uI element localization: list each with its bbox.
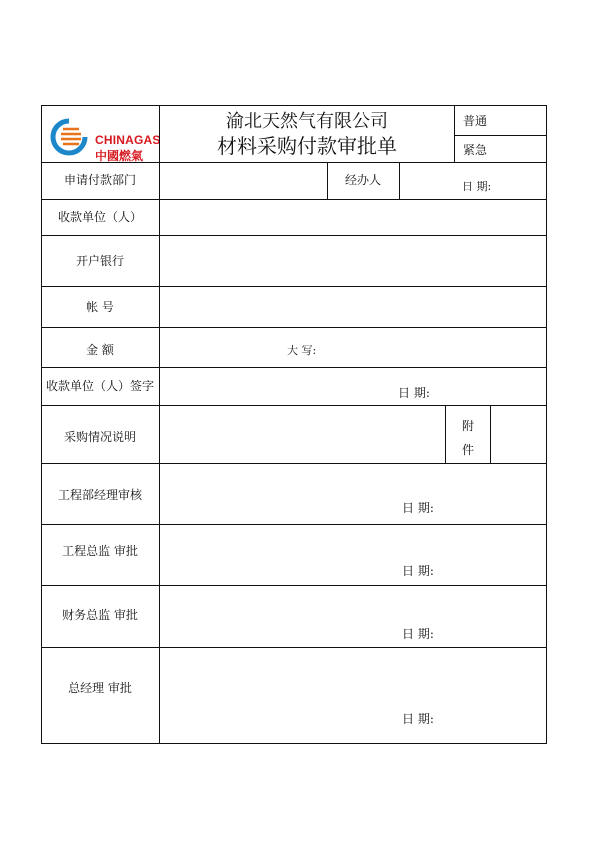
- logo-brand-en: CHINAGAS: [95, 133, 161, 147]
- handler-label: 经办人: [344, 173, 382, 187]
- gm-date-label: 日 期:: [402, 712, 434, 726]
- logo-brand-zh: 中國燃氣: [95, 149, 144, 163]
- gm-label: 总经理 审批: [68, 681, 132, 695]
- fin-director-field[interactable]: [160, 586, 546, 646]
- eng-manager-date-label: 日 期:: [402, 501, 434, 515]
- eng-manager-field[interactable]: [160, 464, 546, 523]
- china-gas-logo-icon: [49, 117, 89, 157]
- dept-row-divider: [327, 162, 328, 199]
- attachment-label-2: 件: [461, 443, 475, 457]
- attachment-divider: [445, 405, 446, 463]
- attachment-label-1: 附: [461, 419, 475, 433]
- handler-date-label: 日 期:: [462, 180, 492, 193]
- gm-field[interactable]: [160, 648, 546, 743]
- fin-director-date-label: 日 期:: [402, 627, 434, 641]
- attachment-field[interactable]: [491, 406, 546, 462]
- eng-director-label: 工程总监 审批: [62, 544, 138, 558]
- form-title: 材料采购付款审批单: [217, 134, 397, 158]
- eng-manager-label: 工程部经理审核: [57, 488, 143, 502]
- bank-label: 开户银行: [75, 254, 125, 268]
- account-field[interactable]: [160, 287, 546, 326]
- priority-normal-label: 普通: [463, 114, 488, 128]
- account-label: 帐 号: [86, 300, 114, 314]
- purchase-desc-label: 采购情况说明: [63, 430, 137, 444]
- payee-sign-label: 收款单位（人）签字: [45, 379, 155, 393]
- fin-director-label: 财务总监 审批: [62, 608, 138, 622]
- payee-sign-date-label: 日 期:: [398, 386, 430, 400]
- payee-field[interactable]: [160, 200, 546, 234]
- priority-urgent-label: 紧急: [463, 143, 488, 157]
- payment-approval-form: [41, 105, 547, 744]
- amount-label: 金 额: [86, 343, 114, 357]
- dept-label: 申请付款部门: [63, 173, 137, 187]
- bank-field[interactable]: [160, 236, 546, 285]
- eng-director-date-label: 日 期:: [402, 564, 434, 578]
- amount-field[interactable]: [160, 328, 546, 366]
- eng-director-field[interactable]: [160, 525, 546, 584]
- payee-sign-field[interactable]: [160, 368, 546, 404]
- header-priority-divider: [454, 135, 547, 136]
- header-divider-right: [454, 105, 455, 162]
- purchase-desc-field[interactable]: [160, 406, 444, 462]
- china-gas-logo: [49, 115, 161, 163]
- dept-field[interactable]: [160, 163, 326, 198]
- amount-uppercase-label: 大 写:: [287, 344, 317, 357]
- company-name: 渝北天然气有限公司: [226, 111, 388, 132]
- payee-label: 收款单位（人）: [57, 210, 143, 224]
